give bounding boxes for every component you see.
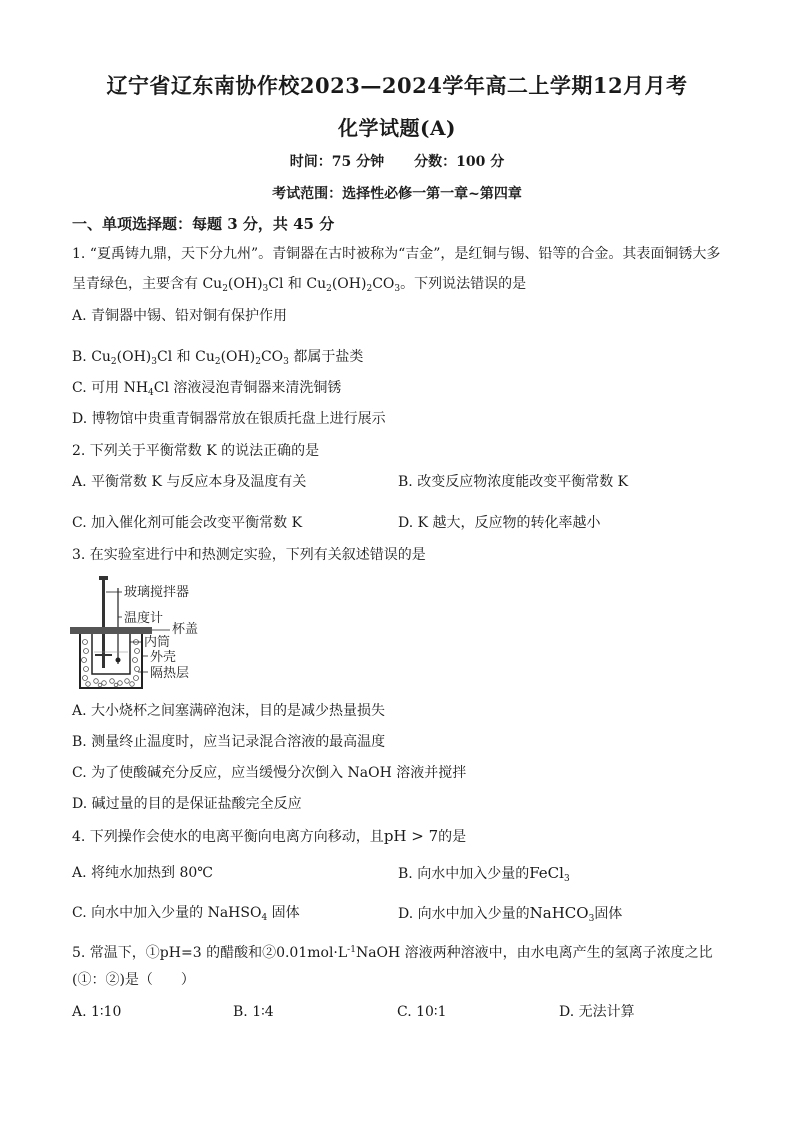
q3-stem: 3. 在实验室进行中和热测定实验，下列有关叙述错误的是 xyxy=(72,547,426,563)
q3-option-c: C. 为了使酸碱充分反应，应当缓慢分次倒入 NaOH 溶液并搅拌 xyxy=(72,765,467,781)
label-inner-cup: 内筒 xyxy=(144,635,171,650)
q2-option-b: B. 改变反应物浓度能改变平衡常数 K xyxy=(398,474,629,490)
q4-option-b: B. 向水中加入少量的FeCl$_3$ xyxy=(398,864,570,884)
q2-option-d: D. K 越大，反应物的转化率越小 xyxy=(398,515,601,531)
q3-option-b: B. 测量终止温度时，应当记录混合溶液的最高温度 xyxy=(72,734,386,750)
q4-stem: 4. 下列操作会使水的电离平衡向电离方向移动，且pH > 7的是 xyxy=(72,827,467,845)
exam-score: 分数：100 分 xyxy=(414,154,505,170)
q1-option-b: B. $Cu_2(OH)_3Cl$ 和 $Cu_2(OH)_2CO_3$ 都属于盐类 xyxy=(72,349,364,367)
q3-option-d: D. 碱过量的目的是保证盐酸完全反应 xyxy=(72,796,302,812)
insulation-layer xyxy=(82,640,140,687)
ph-expression: pH > 7 xyxy=(383,827,439,845)
q5-option-d: D. 无法计算 xyxy=(559,1004,635,1020)
q1-stem-line2: 呈青绿色，主要含有 $Cu_2(OH)_3Cl$ 和 $Cu_2(OH)_2CO_3$。下列说法错误的是 xyxy=(72,276,527,294)
q1-option-d: D. 博物馆中贵重青铜器常放在银质托盘上进行展示 xyxy=(72,411,386,427)
q2-stem: 2. 下列关于平衡常数 K 的说法正确的是 xyxy=(72,443,320,459)
q5-stem-line1: 5. 常温下，①pH=3 的醋酸和$②0.01mol\cdot L^{-1}NaOH$ 溶液两种溶液中，由水电离产生的氢离子浓度之比 xyxy=(72,945,713,961)
label-thermometer: 温度计 xyxy=(124,611,164,626)
q5-option-c: C. 10∶1 xyxy=(397,1004,447,1020)
label-outer-shell: 外壳 xyxy=(150,650,177,665)
q2-option-c: C. 加入催化剂可能会改变平衡常数 K xyxy=(72,515,303,531)
q4-option-a: A. 将纯水加热到 80℃ xyxy=(72,865,213,881)
section-heading: 一、单项选择题：每题 3 分，共 45 分 xyxy=(72,215,335,233)
label-insulation: 隔热层 xyxy=(150,666,190,681)
exam-meta xyxy=(0,151,794,171)
stirrer-ring xyxy=(95,654,112,656)
q2-option-a: A. 平衡常数 K 与反应本身及温度有关 xyxy=(72,474,307,490)
calorimeter-diagram xyxy=(66,572,226,694)
label-stirrer: 玻璃搅拌器 xyxy=(124,585,190,600)
page-subtitle: 化学试题(A) xyxy=(338,116,456,140)
exam-scope: 考试范围：选择性必修一第一章~第四章 xyxy=(272,186,522,202)
q5-option-a: A. 1∶10 xyxy=(72,1004,122,1020)
q3-option-a: A. 大小烧杯之间塞满碎泡沫，目的是减少热量损失 xyxy=(72,703,386,719)
cup-lid xyxy=(70,627,152,634)
q4-option-c: C. 向水中加入少量的 NaHSO$_4$ 固体 xyxy=(72,905,300,923)
exam-time: 时间：75 分钟 xyxy=(289,154,385,170)
label-lid: 杯盖 xyxy=(172,622,199,637)
q4-option-d: D. 向水中加入少量的NaHCO$_3$固体 xyxy=(398,904,623,924)
q1-option-c: C. 可用 $NH_4Cl$ 溶液浸泡青铜器来清洗铜锈 xyxy=(72,380,342,398)
q5-option-b: B. 1∶4 xyxy=(233,1004,274,1020)
q5-stem-line2: (①：②)是（ ） xyxy=(72,972,195,988)
q1-stem-line1: 1. “夏禹铸九鼎，天下分九州”。青铜器在古时被称为“吉金”，是红铜与锡、铅等的合金。其表面铜锈大多 xyxy=(72,246,721,262)
q1-option-a: A. 青铜器中锡、铅对铜有保护作用 xyxy=(72,308,288,324)
page-title: 辽宁省辽东南协作校2023—2024学年高二上学期12月月考 xyxy=(106,73,688,98)
